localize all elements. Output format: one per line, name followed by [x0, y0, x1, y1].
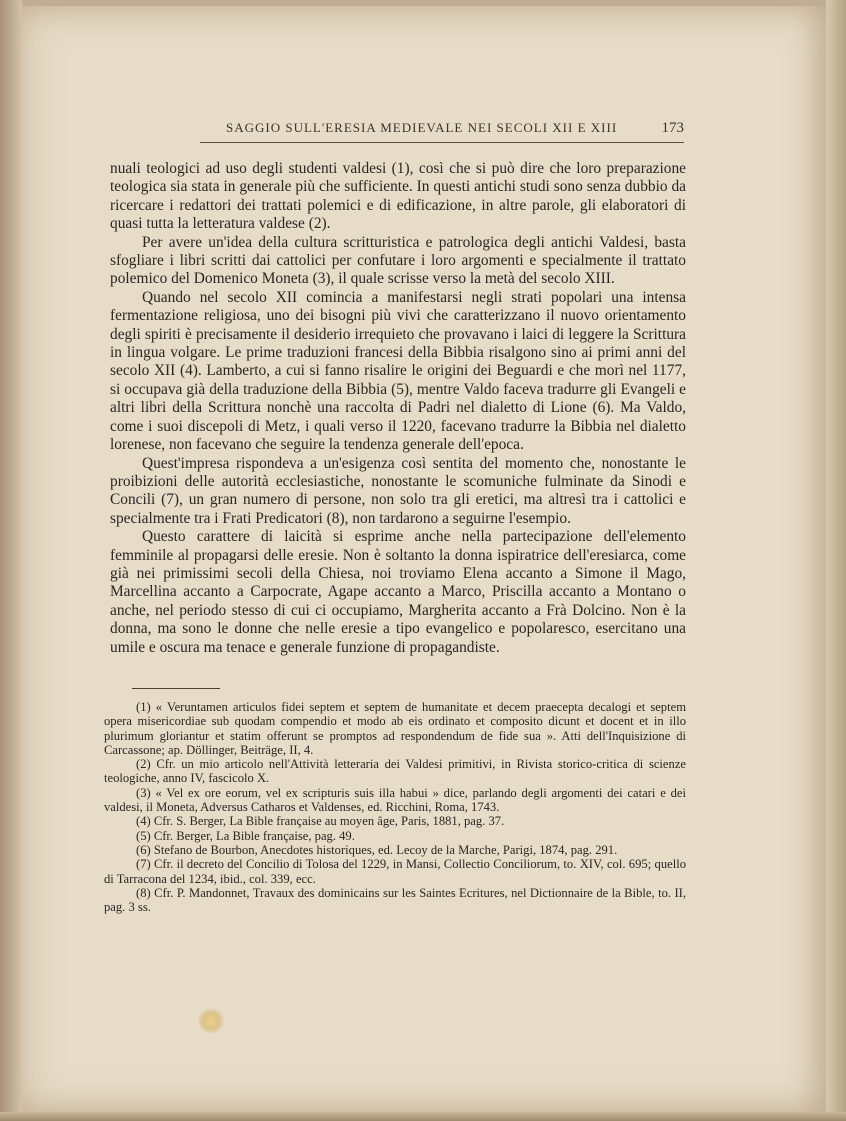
- paragraph-4: Quest'impresa rispondeva a un'esigenza così sentita del momento che, nonostante le proibizioni delle autorità ecclesiastiche, nonostante le scomuniche fulminate da Sinodi e Concili (7), un gran numero di persone, non solo tra gli eretici, ma altresì tra i cattolici e specialmente tra i Frati Predicatori (8), non tardarono a seguirne l'esempio.: [110, 454, 686, 527]
- footnote-6: (6) Stefano de Bourbon, Anecdotes historiques, ed. Lecoy de la Marche, Parigi, 1874, pag. 291.: [136, 842, 618, 857]
- footnote-7: (7) Cfr. il decreto del Concilio di Tolosa del 1229, in Mansi, Collectio Conciliorum, to. XIV, col. 695; quello di Tarracona del 1234, ibid., col. 339, ecc.: [104, 857, 686, 886]
- header-rule: [200, 142, 684, 143]
- footnote-1: (1) « Veruntamen articulos fidei septem et septem de humanitate et decem praecepta decalogi et septem opera misericordiae sub quodam compendio et modo ab eis ordinato et composito dicunt et docent et in illo plurimum gloriantur et statim offerunt se promptos ad respondendum de fide sua ». Atti dell'Inquisizione di Carcassone; ap. Döllinger, Beiträge, II, 4.: [104, 700, 686, 757]
- page-right-edge: [826, 0, 846, 1121]
- paragraph-3: Quando nel secolo XII comincia a manifestarsi negli strati popolari una intensa fermentazione religiosa, uno dei bisogni più vivi che caratterizzano il nuovo orientamento degli spiriti è precisamente il desiderio irrequieto che provavano i laici di leggere la Scrittura in lingua volgare. Le prime traduzioni francesi della Bibbia risalgono sino ai primi anni del secolo XII (4). Lamberto, a cui si fanno risalire le origini dei Beguardi e che morì nel 1177, si occupava già della traduzione della Bibbia (5), mentre Valdo faceva tradurre gli Evangeli e altri libri della Scrittura nonchè una raccolta di Padri nel dialetto di Lione (6). Ma Valdo, come i suoi discepoli di Metz, i quali verso il 1220, facevano tradurre la Bibbia nel dialetto lorenese, non facevano che seguire la tendenza generale dell'epoca.: [110, 288, 686, 454]
- book-spine-edge: [0, 0, 22, 1121]
- footnote-8: (8) Cfr. P. Mandonnet, Travaux des dominicains sur les Saintes Ecritures, nel Dictionnaire de la Bible, to. II, pag. 3 ss.: [104, 885, 686, 915]
- paragraph-2: Per avere un'idea della cultura scritturistica e patrologica degli antichi Valdesi, basta sfogliare i libri scritti dai cattolici per confutare i loro argomenti e specialmente il trattato polemico del Domenico Moneta (3), il quale scrisse verso la metà del secolo XIII.: [110, 233, 686, 288]
- paragraph-1: nuali teologici ad uso degli studenti valdesi (1), così che si può dire che loro preparazione teologica sia stata in generale più che sufficiente. In questi antichi studi sono senza dubbio da ricercare i redattori dei trattati polemici e di edificazione, in altre parole, gli elaboratori di quasi tutta la letteratura valdese (2).: [110, 160, 686, 233]
- footnote-3: (3) « Vel ex ore eorum, vel ex scripturis suis illa habui » dice, parlando degli argomenti dei catari e dei valdesi, il Moneta, Adversus Catharos et Valdenses, ed. Ricchini, Roma, 1743.: [104, 785, 686, 815]
- running-title: SAGGIO SULL'ERESIA MEDIEVALE NEI SECOLI XII E XIII: [226, 120, 618, 135]
- paper-stain: [198, 1008, 224, 1034]
- footnotes: [104, 700, 686, 914]
- footnote-2: (2) Cfr. un mio articolo nell'Attività letteraria dei Valdesi primitivi, in Rivista storico-critica di scienze teologiche, anno IV, fascicolo X.: [104, 757, 686, 786]
- footnote-5: (5) Cfr. Berger, La Bible française, pag. 49.: [136, 828, 355, 843]
- main-text: [110, 160, 686, 657]
- page-bottom-edge: [0, 1112, 846, 1121]
- footnote-rule: [132, 688, 220, 689]
- running-header: [200, 120, 684, 140]
- paragraph-5: Questo carattere di laicità si esprime anche nella partecipazione dell'elemento femminile al propagarsi delle eresie. Non è soltanto la donna ispiratrice dell'eresiarca, come già nei primissimi secoli della Chiesa, noi troviamo Elena accanto a Simone il Mago, Marcellina accanto a Carpocrate, Agape accanto a Marco, Priscilla accanto a Montano o anche, nel periodo stesso di cui ci occupiamo, Margherita accanto a Frà Dolcino. Non è la donna, ma sono le donne che nelle eresie a tipo evangelico e popolaresco, esercitano una umile e oscura ma tenace e generale funzione di propagandiste.: [110, 528, 686, 656]
- page-number: 173: [661, 120, 684, 136]
- footnote-4: (4) Cfr. S. Berger, La Bible française au moyen âge, Paris, 1881, pag. 37.: [136, 814, 505, 829]
